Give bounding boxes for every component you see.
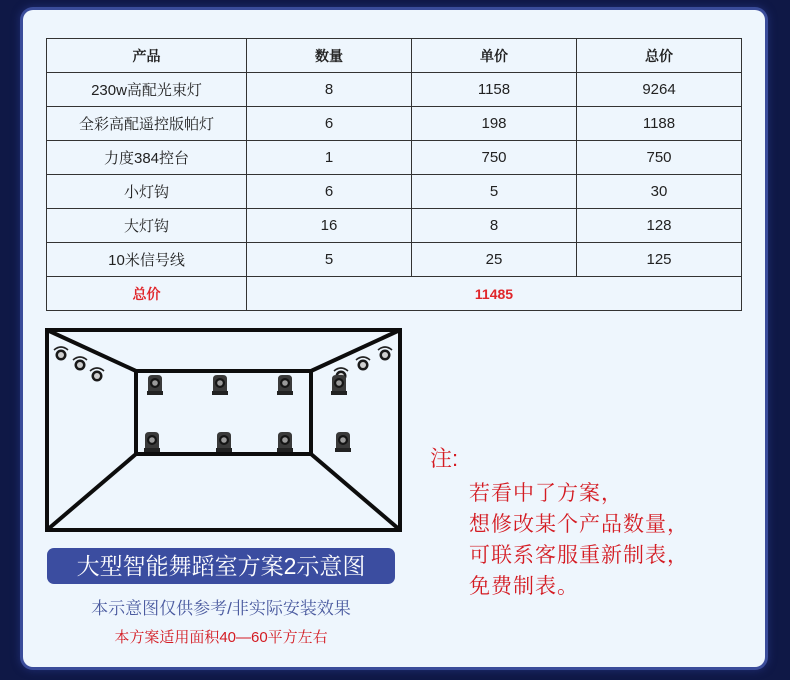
cell-quantity: 6 [247, 107, 412, 141]
beam-moving-head-icon [144, 432, 160, 452]
cell-quantity: 16 [247, 209, 412, 243]
cell-total-price: 1188 [577, 107, 742, 141]
table-row [47, 107, 742, 141]
cell-product: 全彩高配遥控版帕灯 [47, 107, 247, 141]
total-label: 总价 [47, 277, 247, 311]
cell-unit-price: 8 [412, 209, 577, 243]
beam-moving-head-icon [277, 432, 293, 452]
price-table [46, 38, 742, 311]
diagram-caption: 大型智能舞蹈室方案2示意图 [47, 548, 395, 584]
table-row [47, 73, 742, 107]
diagram-disclaimer: 本示意图仅供参考/非实际安装效果 [91, 599, 351, 618]
table-row [47, 209, 742, 243]
table-row [47, 243, 742, 277]
table-row [47, 175, 742, 209]
header-quantity: 数量 [247, 39, 412, 73]
cell-total-price: 30 [577, 175, 742, 209]
header-product: 产品 [47, 39, 247, 73]
area-note: 本方案适用面积40—60平方左右 [114, 629, 328, 646]
cell-unit-price: 750 [412, 141, 577, 175]
beam-moving-head-icon [331, 375, 347, 395]
par-light-icon [356, 357, 370, 371]
note-line: 可联系客服重新制表， [469, 544, 689, 567]
cell-product: 力度384控台 [47, 141, 247, 175]
cell-product: 230w高配光束灯 [47, 73, 247, 107]
table-row [47, 141, 742, 175]
table-total-row [47, 277, 742, 311]
cell-quantity: 6 [247, 175, 412, 209]
header-total-price: 总价 [577, 39, 742, 73]
par-light-icon [378, 347, 392, 361]
cell-product: 小灯钩 [47, 175, 247, 209]
beam-moving-head-icon [216, 432, 232, 452]
cell-unit-price: 25 [412, 243, 577, 277]
note-label: 注: [430, 446, 459, 471]
table-header-row [47, 39, 742, 73]
cell-total-price: 750 [577, 141, 742, 175]
cell-unit-price: 1158 [412, 73, 577, 107]
par-light-icon [90, 368, 104, 382]
beam-moving-head-icon [277, 375, 293, 395]
note-line: 免费制表。 [469, 575, 579, 598]
total-value: 11485 [247, 277, 742, 311]
beam-lights-front-row [144, 432, 351, 452]
room-outline [47, 330, 400, 530]
content-card [23, 10, 765, 667]
cell-unit-price: 5 [412, 175, 577, 209]
note-line: 若看中了方案， [469, 482, 623, 505]
cell-total-price: 128 [577, 209, 742, 243]
beam-moving-head-icon [335, 432, 351, 452]
cell-quantity: 5 [247, 243, 412, 277]
cell-total-price: 9264 [577, 73, 742, 107]
note-line: 想修改某个产品数量， [469, 513, 689, 536]
cell-product: 10米信号线 [47, 243, 247, 277]
header-unit-price: 单价 [412, 39, 577, 73]
cell-unit-price: 198 [412, 107, 577, 141]
cell-quantity: 1 [247, 141, 412, 175]
beam-lights-back-row [147, 375, 347, 395]
room-layout-diagram [45, 328, 405, 540]
cell-quantity: 8 [247, 73, 412, 107]
note-body [469, 478, 689, 602]
beam-moving-head-icon [147, 375, 163, 395]
beam-moving-head-icon [212, 375, 228, 395]
cell-total-price: 125 [577, 243, 742, 277]
par-light-icon [73, 357, 87, 371]
par-light-icon [54, 347, 68, 361]
cell-product: 大灯钩 [47, 209, 247, 243]
